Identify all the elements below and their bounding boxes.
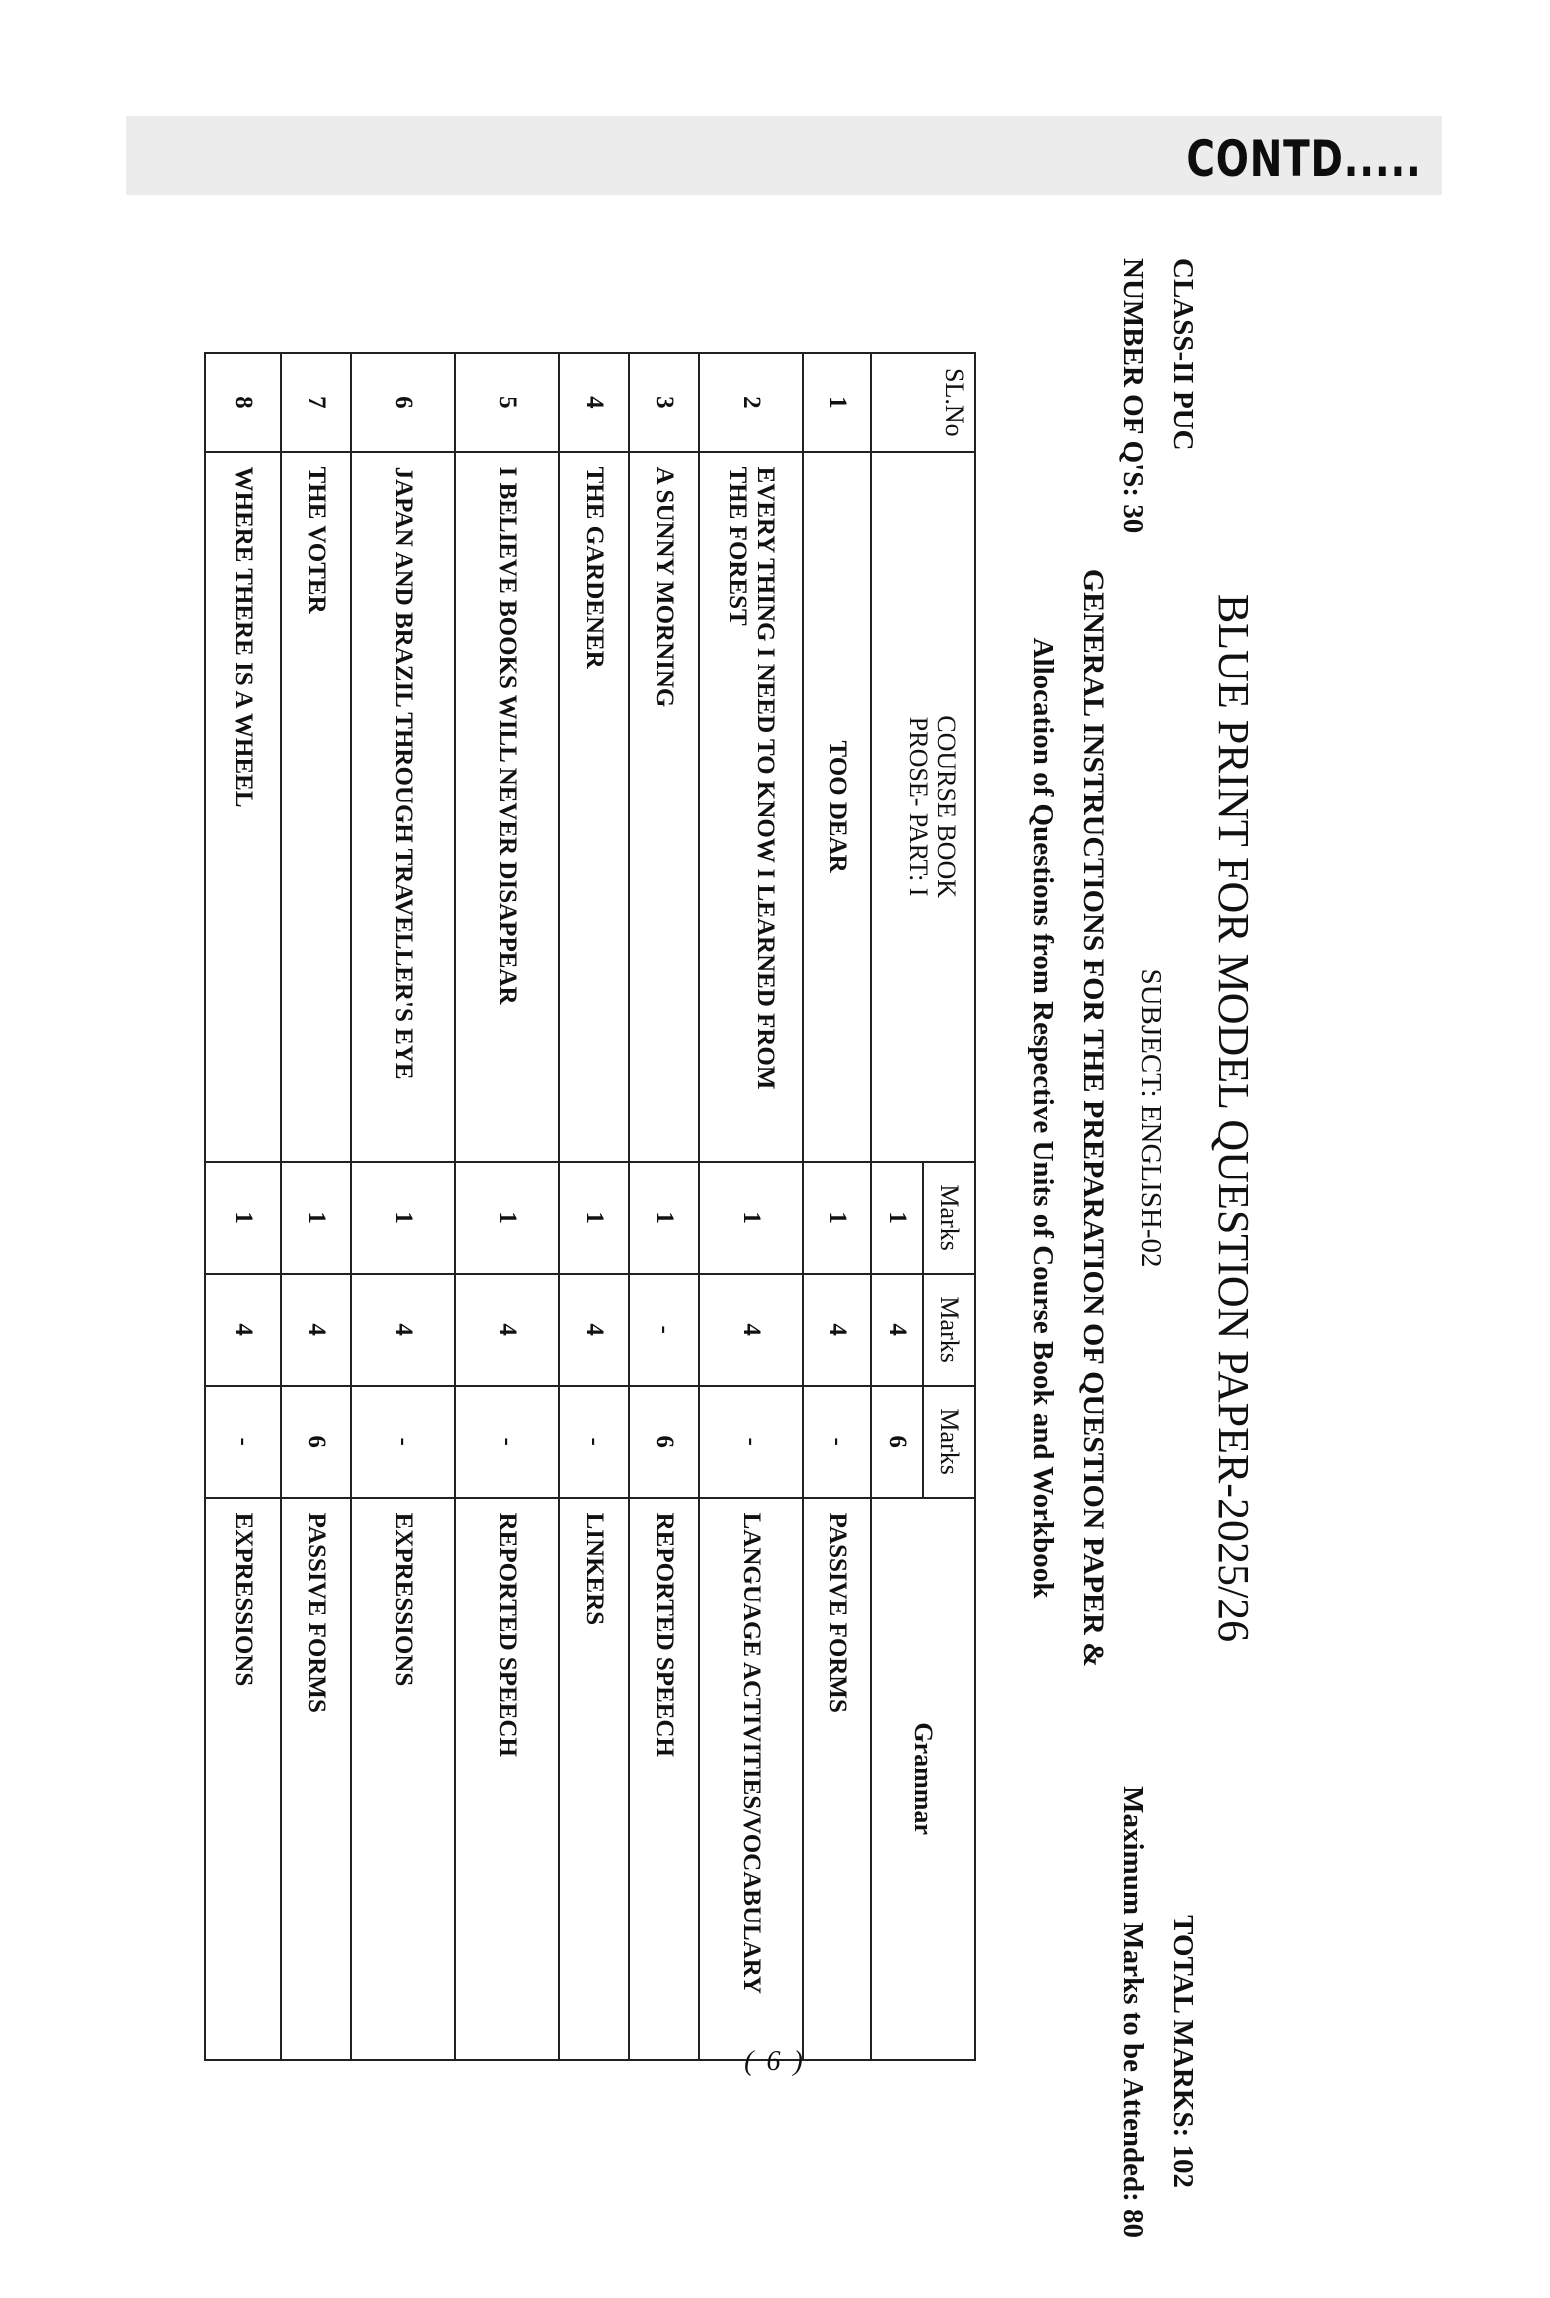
header-course-book-line2: PROSE- PART: I — [904, 716, 933, 897]
row-marks-6: 6 — [629, 1386, 699, 1498]
row-marks-1: 1 — [629, 1162, 699, 1274]
header-marks-value-1: 1 — [871, 1162, 923, 1274]
row-marks-4: 4 — [699, 1274, 803, 1386]
row-marks-1: 1 — [455, 1162, 559, 1274]
row-marks-4: 4 — [455, 1274, 559, 1386]
allocation-note: Allocation of Questions from Respective Units of Course Book and Workbook — [1027, 637, 1059, 1599]
row-sl: 2 — [699, 353, 803, 452]
row-marks-6: - — [803, 1386, 871, 1498]
table-row — [205, 353, 281, 2060]
row-lesson: TOO DEAR — [803, 452, 871, 1162]
row-sl: 8 — [205, 353, 281, 452]
header-grammar: Grammar — [871, 1498, 975, 2060]
row-grammar: PASSIVE FORMS — [281, 1498, 351, 2060]
table-row — [803, 353, 871, 2060]
header-course-book-line1: COURSE BOOK — [932, 715, 961, 898]
row-grammar: PASSIVE FORMS — [803, 1498, 871, 2060]
row-lesson: JAPAN AND BRAZIL THROUGH TRAVELLER'S EYE — [351, 452, 455, 1162]
table-row — [455, 353, 559, 2060]
general-instructions: GENERAL INSTRUCTIONS FOR THE PREPARATION OF QUESTION PAPER & — [1077, 568, 1110, 1668]
header-marks-1: Marks — [923, 1162, 975, 1274]
row-marks-6: - — [559, 1386, 629, 1498]
header-marks-6: Marks — [923, 1386, 975, 1498]
total-marks: TOTAL MARKS: 102 — [1167, 1915, 1199, 2188]
row-marks-6: - — [351, 1386, 455, 1498]
row-lesson: THE GARDENER — [559, 452, 629, 1162]
row-sl: 4 — [559, 353, 629, 452]
row-marks-4: 4 — [351, 1274, 455, 1386]
row-sl: 1 — [803, 353, 871, 452]
table-row — [281, 353, 351, 2060]
row-lesson: I BELIEVE BOOKS WILL NEVER DISAPPEAR — [455, 452, 559, 1162]
row-grammar: EXPRESSIONS — [351, 1498, 455, 2060]
row-marks-1: 1 — [559, 1162, 629, 1274]
header-marks-value-6: 6 — [871, 1386, 923, 1498]
row-grammar: REPORTED SPEECH — [455, 1498, 559, 2060]
row-lesson: WHERE THERE IS A WHEEL — [205, 452, 281, 1162]
row-marks-4: - — [629, 1274, 699, 1386]
table-row — [351, 353, 455, 2060]
row-marks-4: 4 — [281, 1274, 351, 1386]
row-grammar: LINKERS — [559, 1498, 629, 2060]
row-grammar: LANGUAGE ACTIVITIES/VOCABULARY — [699, 1498, 803, 2060]
row-grammar: REPORTED SPEECH — [629, 1498, 699, 2060]
row-sl: 3 — [629, 353, 699, 452]
row-lesson: THE VOTER — [281, 452, 351, 1162]
page-title: BLUE PRINT FOR MODEL QUESTION PAPER-2025/26 — [1209, 593, 1258, 1643]
page-number: ( 6 ) — [744, 2046, 806, 2077]
contd-banner — [126, 116, 1442, 195]
row-sl: 7 — [281, 353, 351, 452]
row-marks-4: 4 — [205, 1274, 281, 1386]
row-marks-1: 1 — [699, 1162, 803, 1274]
subject-label: SUBJECT: ENGLISH-02 — [1135, 968, 1167, 1268]
class-label: CLASS-II PUC — [1167, 258, 1199, 451]
header-course-book — [871, 452, 975, 1162]
row-sl: 5 — [455, 353, 559, 452]
row-marks-4: 4 — [559, 1274, 629, 1386]
row-marks-4: 4 — [803, 1274, 871, 1386]
rotated-page-content — [228, 218, 1288, 2298]
blueprint-table — [204, 352, 976, 2061]
table-row — [699, 353, 803, 2060]
contd-label: CONTD..... — [1186, 130, 1422, 188]
number-of-questions: NUMBER OF Q'S: 30 — [1117, 258, 1149, 534]
row-marks-1: 1 — [803, 1162, 871, 1274]
row-marks-1: 1 — [281, 1162, 351, 1274]
max-marks: Maximum Marks to be Attended: 80 — [1117, 1786, 1149, 2238]
row-marks-6: - — [455, 1386, 559, 1498]
header-sl-no: SL.No — [871, 353, 975, 452]
table-row — [629, 353, 699, 2060]
row-marks-1: 1 — [205, 1162, 281, 1274]
row-marks-6: 6 — [281, 1386, 351, 1498]
header-marks-4: Marks — [923, 1274, 975, 1386]
row-marks-6: - — [205, 1386, 281, 1498]
header-marks-value-4: 4 — [871, 1274, 923, 1386]
row-marks-1: 1 — [351, 1162, 455, 1274]
row-marks-6: - — [699, 1386, 803, 1498]
row-sl: 6 — [351, 353, 455, 452]
row-lesson: A SUNNY MORNING — [629, 452, 699, 1162]
row-lesson: EVERY THING I NEED TO KNOW I LEARNED FROM THE FOREST — [699, 452, 803, 1162]
row-grammar: EXPRESSIONS — [205, 1498, 281, 2060]
table-row — [559, 353, 629, 2060]
